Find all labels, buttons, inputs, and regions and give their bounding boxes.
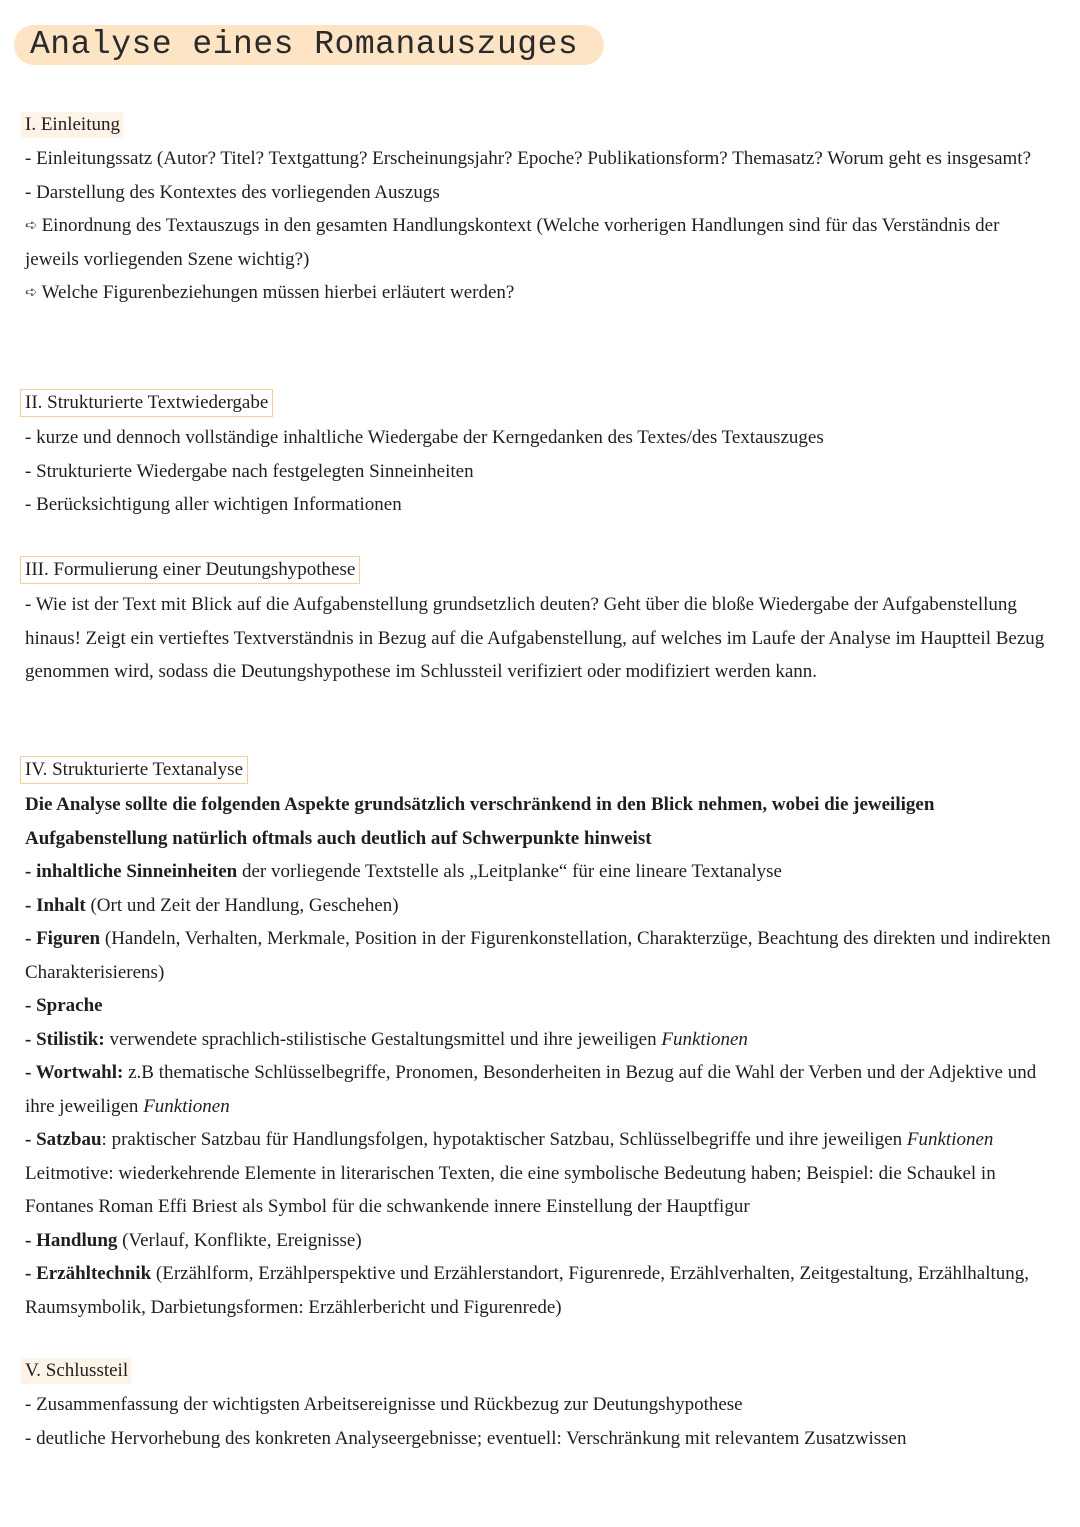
list-item: - kurze und dennoch vollständige inhaltliche Wiedergabe der Kerngedanken des Textes/des Textauszuges — [25, 427, 824, 448]
item-label: - Inhalt — [25, 894, 86, 916]
item-label: - Erzähltechnik — [25, 1263, 152, 1284]
list-item: - deutliche Hervorhebung des konkreten Analyseergebnisse; eventuell: Verschränkung mit relevantem Zusatzwissen — [25, 1427, 907, 1449]
item-text: (Handeln, Verhalten, Merkmale, Position in der Figurenkonstellation, Charakterzüge, Beachtung des direkten und indirekten Charakterisierens) — [25, 928, 1051, 983]
list-item-text: Welche Figurenbeziehungen müssen hierbei erläutert werden? — [41, 282, 515, 303]
section-heading: III. Formulierung einer Deutungshypothese — [20, 556, 360, 584]
intro-text: Die Analyse sollte die folgenden Aspekte grundsätzlich verschränkend in den Blick nehmen, wobei die jeweiligen Aufgabenstellung natürlich oftmals auch deutlich auf Schwerpunkte hinweist — [25, 794, 935, 849]
item-label: - Handlung — [25, 1229, 118, 1251]
paragraph: - Wie ist der Text mit Blick auf die Aufgabenstellung grundsetzlich deuten? Geht über die bloße Wiedergabe der Aufgabenstellung hinaus! Zeigt ein vertieftes Textverständnis in Bezug auf die Aufgabenstellung, auf welches im Laufe der Analyse im Hauptteil Bezug genommen wird, sodass die Deutungshypothese im Schlussteil verifiziert oder modifiziert werden kann. — [25, 594, 1045, 682]
intro-paragraph — [25, 788, 1052, 855]
item-label: - Sprache — [25, 995, 103, 1016]
item-italic: Funktionen — [906, 1129, 994, 1150]
section-heading: IV. Strukturierte Textanalyse — [20, 756, 248, 784]
section-deutungshypothese — [25, 556, 1052, 689]
section-einleitung — [25, 112, 1052, 310]
list-item: - Strukturierte Wiedergabe nach festgelegten Sinneinheiten — [25, 460, 474, 482]
item-label: - Wortwahl: — [25, 1062, 124, 1083]
list-item — [25, 1023, 1052, 1057]
list-item — [25, 276, 1052, 310]
list-item-text: Einordnung des Textauszugs in den gesamten Handlungskontext (Welche vorherigen Handlungen sind für das Verständnis der jeweils vorliegenden Szene wichtig?) — [25, 215, 1000, 270]
section-textanalyse — [25, 756, 1052, 1324]
item-italic: Funktionen — [661, 1028, 748, 1050]
list-item: - Berücksichtigung aller wichtigen Informationen — [25, 494, 402, 515]
item-text: der vorliegende Textstelle als „Leitplanke“ für eine lineare Textanalyse — [237, 861, 782, 882]
list-item — [25, 1123, 1052, 1157]
section-textwiedergabe — [25, 389, 1052, 522]
item-label: - inhaltliche Sinneinheiten — [25, 861, 238, 882]
list-item — [25, 889, 1052, 923]
list-item — [25, 209, 1052, 276]
paragraph: - Einleitungssatz (Autor? Titel? Textgattung? Erscheinungsjahr? Epoche? Publikationsform? Themasatz? Worum geht es insgesamt? — [25, 148, 1032, 169]
list-item: Leitmotive: wiederkehrende Elemente in literarischen Texten, die eine symbolische Bedeutung haben; Beispiel: die Schaukel in Fontanes Roman Effi Briest als Symbol für die schwankende innere Einstellung der Hauptfigur — [25, 1162, 996, 1217]
item-text: z.B thematische Schlüsselbegriffe, Pronomen, Besonderheiten in Bezug auf die Wahl der Verben und der Adjektive und ihre jeweiligen — [25, 1062, 1037, 1117]
list-item — [25, 1056, 1052, 1123]
section-heading: II. Strukturierte Textwiedergabe — [20, 389, 273, 417]
right-arrow-icon: ➪ — [25, 283, 38, 301]
list-item — [25, 1224, 1052, 1258]
item-text: : praktischer Satzbau für Handlungsfolgen, hypotaktischer Satzbau, Schlüsselbegriffe und ihre jeweiligen — [101, 1129, 907, 1150]
list-item — [25, 922, 1052, 989]
section-heading: V. Schlussteil — [21, 1358, 131, 1384]
list-item — [25, 1257, 1052, 1324]
item-text: verwendete sprachlich-stilistische Gestaltungsmittel und ihre jeweiligen — [104, 1028, 662, 1050]
item-text: (Verlauf, Konflikte, Ereignisse) — [117, 1229, 362, 1251]
item-text: (Ort und Zeit der Handlung, Geschehen) — [85, 894, 399, 916]
page-title: Analyse eines Romanauszuges — [14, 25, 604, 65]
item-label: - Stilistik: — [25, 1028, 105, 1050]
list-item: - Darstellung des Kontextes des vorliegenden Auszugs — [25, 181, 440, 203]
item-label: - Satzbau — [25, 1129, 102, 1150]
list-item — [25, 989, 1052, 1023]
item-label: - Figuren — [25, 928, 101, 949]
item-text: (Erzählform, Erzählperspektive und Erzählerstandort, Figurenrede, Erzählverhalten, Zeitgestaltung, Erzählhaltung, Raumsymbolik, Darbietungsformen: Erzählerbericht und Figurenrede) — [25, 1263, 1030, 1318]
section-schlussteil — [25, 1358, 1052, 1455]
item-italic: Funktionen — [143, 1095, 230, 1117]
list-item — [25, 855, 1052, 889]
right-arrow-icon: ➪ — [25, 216, 38, 234]
section-heading: I. Einleitung — [21, 112, 123, 138]
list-item: - Zusammenfassung der wichtigsten Arbeitsereignisse und Rückbezug zur Deutungshypothese — [25, 1394, 743, 1415]
